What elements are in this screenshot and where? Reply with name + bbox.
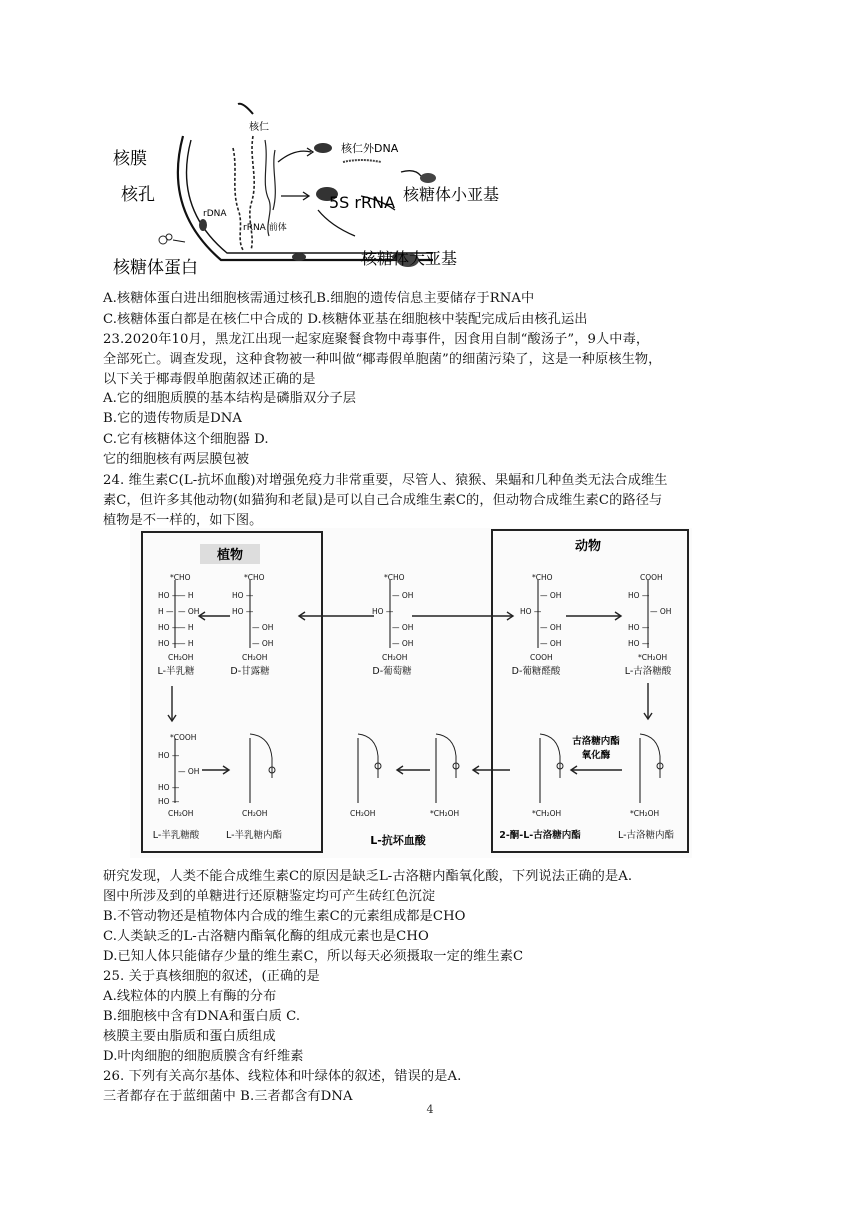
svg-text:HO —: HO — xyxy=(158,751,180,760)
q25-option-a: A.线粒体的内膜上有酶的分布 xyxy=(103,989,277,1004)
svg-text:*CHO: *CHO xyxy=(384,573,405,582)
compound-keto-gulonolactone: 2-酮-L-古洛糖内酯 xyxy=(499,830,581,841)
compound-l-galactonic: L-半乳糖酸 xyxy=(152,830,200,841)
animal-title: 动物 xyxy=(574,539,602,554)
nuclear-membrane-label: 核膜 xyxy=(113,149,147,169)
nuclear-pore-label: 核孔 xyxy=(121,185,155,205)
q25-option-c: 核膜主要由脂质和蛋白质组成 xyxy=(103,1029,276,1044)
q25-option-d: D.叶肉细胞的细胞质膜含有纤维素 xyxy=(103,1049,304,1064)
q22-options-ab: A.核糖体蛋白进出细胞核需通过核孔B.细胞的遗传信息主要储存于RNA中 xyxy=(103,291,535,306)
svg-text:CH₂OH: CH₂OH xyxy=(382,653,408,662)
svg-text:HO —: HO — xyxy=(158,639,180,648)
plant-title: 植物 xyxy=(216,548,244,563)
extranucleolar-dna-label: 核仁外DNA xyxy=(341,142,399,155)
compound-l-gulonic: L-古洛糖酸 xyxy=(624,666,672,677)
svg-text:— H: — H xyxy=(178,623,194,632)
svg-text:*CHO: *CHO xyxy=(244,573,265,582)
svg-text:COOH: COOH xyxy=(640,573,663,582)
svg-text:HO —: HO — xyxy=(628,639,650,648)
svg-text:*CH₂OH: *CH₂OH xyxy=(532,809,562,818)
svg-text:*CH₂OH: *CH₂OH xyxy=(430,809,460,818)
rdna-label: rDNA xyxy=(203,209,227,219)
svg-text:— OH: — OH xyxy=(540,623,562,632)
ribosomal-protein-label: 核糖体蛋白 xyxy=(113,258,198,278)
svg-text:HO —: HO — xyxy=(158,591,180,600)
svg-text:HO —: HO — xyxy=(158,623,180,632)
q25-option-b: B.细胞核中含有DNA和蛋白质 C. xyxy=(103,1009,301,1024)
q24-stem-2: 素C，但许多其他动物(如猫狗和老鼠)是可以自己合成维生素C的，但动物合成维生素C的路径与 xyxy=(103,493,663,508)
q23-option-a: A.它的细胞质膜的基本结构是磷脂双分子层 xyxy=(103,391,357,406)
svg-text:CH₂OH: CH₂OH xyxy=(242,809,268,818)
svg-text:— H: — H xyxy=(178,591,194,600)
page-number: 4 xyxy=(426,1103,434,1116)
q26-stem: 26. 下列有关高尔基体、线粒体和叶绿体的叙述，错误的是A. xyxy=(103,1069,462,1084)
svg-text:— OH: — OH xyxy=(252,639,274,648)
svg-text:— OH: — OH xyxy=(540,639,562,648)
svg-text:CH₂OH: CH₂OH xyxy=(242,653,268,662)
q22-options-cd: C.核糖体蛋白都是在核仁中合成的 D.核糖体亚基在细胞核中装配完成后由核孔运出 xyxy=(103,312,588,327)
q24-stem-1: 24. 维生素C(L-抗坏血酸)对增强免疫力非常重要，尽管人、猿猴、果蝠和几种鱼类无法合成维生 xyxy=(103,473,668,488)
svg-text:— OH: — OH xyxy=(178,767,200,776)
large-subunit-label: 核糖体大亚基 xyxy=(361,249,458,268)
svg-text:— OH: — OH xyxy=(392,591,414,600)
svg-text:HO —: HO — xyxy=(520,607,542,616)
svg-text:HO —: HO — xyxy=(628,591,650,600)
svg-text:— OH: — OH xyxy=(252,623,274,632)
svg-text:H —: H — xyxy=(158,607,174,616)
svg-text:— OH: — OH xyxy=(650,607,672,616)
svg-text:*CHO: *CHO xyxy=(170,573,191,582)
q23-option-c: C.它有核糖体这个细胞器 D. xyxy=(103,432,269,447)
svg-text:CH₂OH: CH₂OH xyxy=(350,809,376,818)
small-subunit-label: 核糖体小亚基 xyxy=(403,185,500,204)
svg-text:*CH₂OH: *CH₂OH xyxy=(638,653,668,662)
rrna-precursor-label: rRNA 前体 xyxy=(243,223,287,233)
ribosome-assembly-figure xyxy=(103,100,523,280)
enzyme-label-2: 氧化酶 xyxy=(581,750,611,761)
svg-text:CH₂OH: CH₂OH xyxy=(168,653,194,662)
compound-d-glucose: D-葡萄糖 xyxy=(372,666,412,677)
svg-text:— H: — H xyxy=(178,639,194,648)
compound-l-galactonolactone: L-半乳糖内酯 xyxy=(225,830,283,841)
compound-d-glucuronic: D-葡糖醛酸 xyxy=(511,666,561,677)
rrna-5s-label: 5S rRNA xyxy=(329,193,396,212)
compound-l-gulonolactone: L-古洛糖内酯 xyxy=(617,830,675,841)
q23-stem-3: 以下关于椰毒假单胞菌叙述正确的是 xyxy=(103,372,316,387)
q25-stem: 25. 关于真核细胞的叙述，(正确的是 xyxy=(103,969,320,984)
q24-option-b: B.不管动物还是植物体内合成的维生素C的元素组成都是CHO xyxy=(103,909,466,924)
svg-text:HO —: HO — xyxy=(158,797,180,806)
q23-stem-1: 23.2020年10月，黑龙江出现一起家庭聚餐食物中毒事件，因食用自制“酸汤子”，9人中毒， xyxy=(103,332,650,347)
svg-text:HO —: HO — xyxy=(628,623,650,632)
svg-text:*COOH: *COOH xyxy=(170,733,197,742)
svg-text:HO —: HO — xyxy=(158,783,180,792)
q24-stem-3: 植物是不一样的，如下图。 xyxy=(103,513,263,528)
svg-text:HO —: HO — xyxy=(372,607,394,616)
svg-text:HO —: HO — xyxy=(232,607,254,616)
vitamin-c-pathway-figure xyxy=(130,528,692,858)
q24-option-a: 图中所涉及到的单糖进行还原糖鉴定均可产生砖红色沉淀 xyxy=(103,889,436,904)
q23-option-b: B.它的遗传物质是DNA xyxy=(103,411,243,426)
compound-d-mannose: D-甘露糖 xyxy=(230,666,270,677)
compound-l-galactose: L-半乳糖 xyxy=(157,666,195,677)
svg-text:CH₂OH: CH₂OH xyxy=(168,809,194,818)
svg-text:— OH: — OH xyxy=(392,623,414,632)
enzyme-label-1: 古洛糖内酯 xyxy=(572,736,620,747)
nucleolus-label: 核仁 xyxy=(249,122,269,133)
svg-text:— OH: — OH xyxy=(540,591,562,600)
q23-option-d: 它的细胞核有两层膜包被 xyxy=(103,452,250,467)
svg-text:HO —: HO — xyxy=(232,591,254,600)
svg-text:— OH: — OH xyxy=(178,607,200,616)
q23-stem-2: 全部死亡。调查发现，这种食物被一种叫做“椰毒假单胞菌”的细菌污染了，这是一种原核生物， xyxy=(103,352,662,367)
svg-text:*CHO: *CHO xyxy=(532,573,553,582)
svg-text:*CH₂OH: *CH₂OH xyxy=(630,809,660,818)
svg-text:— OH: — OH xyxy=(392,639,414,648)
q24-option-c: C.人类缺乏的L-古洛糖内酯氧化酶的组成元素也是CHO xyxy=(103,929,429,944)
q24-option-d: D.已知人体只能储存少量的维生素C，所以每天必须摄取一定的维生素C xyxy=(103,949,524,964)
q26-options-ab: 三者都存在于蓝细菌中 B.三者都含有DNA xyxy=(103,1089,353,1104)
compound-l-ascorbic: L-抗坏血酸 xyxy=(370,834,426,847)
svg-text:COOH: COOH xyxy=(530,653,553,662)
q24-stem-4: 研究发现，人类不能合成维生素C的原因是缺乏L-古洛糖内酯氧化酸，下列说法正确的是A. xyxy=(103,869,633,884)
